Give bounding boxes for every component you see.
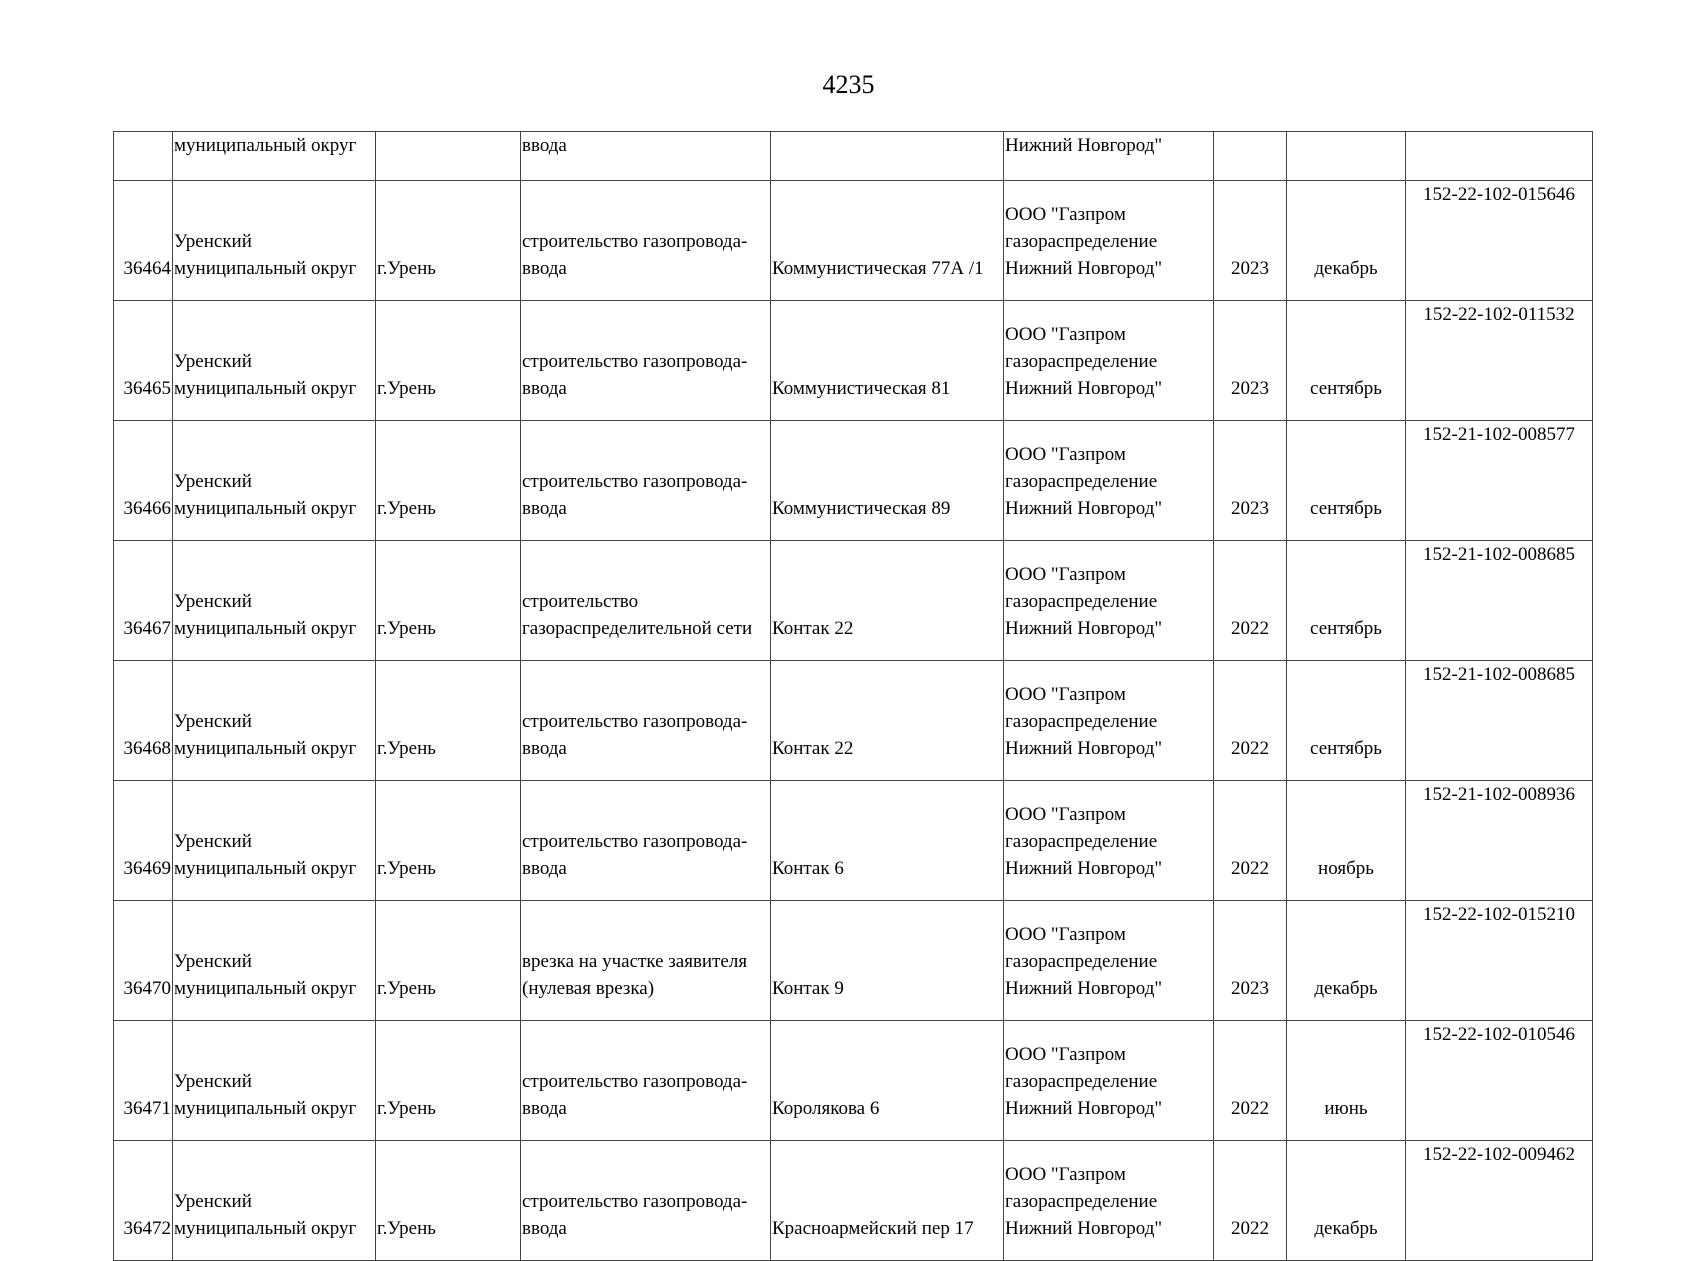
operator-line-1: ООО "Газпром bbox=[1005, 1044, 1126, 1065]
operator-line-2: газораспределение bbox=[1005, 831, 1158, 852]
work-line-1: строительство газопровода- bbox=[522, 351, 748, 372]
work-line-1: строительство газопровода- bbox=[522, 471, 748, 492]
operator-line-3: Нижний Новгород" bbox=[1005, 858, 1163, 879]
cell-month: декабрь bbox=[1287, 901, 1406, 1021]
work-line-1: строительство газопровода- bbox=[522, 1191, 748, 1212]
district-line-2: муниципальный округ bbox=[174, 378, 357, 399]
district-line-1: Уренский bbox=[174, 231, 252, 252]
operator-line-1: ООО "Газпром bbox=[1005, 204, 1126, 225]
cell-year: 2022 bbox=[1214, 661, 1287, 781]
operator-line-3: Нижний Новгород" bbox=[1005, 258, 1163, 279]
operator-line-1: ООО "Газпром bbox=[1005, 324, 1126, 345]
cell-operator bbox=[1004, 781, 1214, 901]
cell-address: Коммунистическая 89 bbox=[771, 421, 1004, 541]
cell-district bbox=[173, 301, 376, 421]
work-line-2: газораспределительной сети bbox=[522, 618, 753, 639]
cell-address: Коммунистическая 77А /1 bbox=[771, 181, 1004, 301]
cell-district bbox=[173, 1141, 376, 1261]
district-line-2: муниципальный округ bbox=[174, 738, 357, 759]
cell-city bbox=[376, 132, 521, 181]
work-line-1: строительство газопровода- bbox=[522, 231, 748, 252]
cell-district bbox=[173, 1021, 376, 1141]
operator-line-1: ООО "Газпром bbox=[1005, 1164, 1126, 1185]
district-line-1: Уренский bbox=[174, 471, 252, 492]
work-line-1: врезка на участке заявителя bbox=[522, 951, 748, 972]
work-line-2: ввода bbox=[522, 378, 567, 399]
cell-code: 152-22-102-011532 bbox=[1406, 301, 1593, 421]
cell-month: декабрь bbox=[1287, 181, 1406, 301]
cell-year bbox=[1214, 132, 1287, 181]
cell-district bbox=[173, 181, 376, 301]
cell-operator: Нижний Новгород" bbox=[1004, 132, 1214, 181]
operator-line-3: Нижний Новгород" bbox=[1005, 1218, 1163, 1239]
table-row bbox=[114, 181, 1593, 301]
cell-district bbox=[173, 901, 376, 1021]
table-row bbox=[114, 301, 1593, 421]
work-line-2: ввода bbox=[522, 738, 567, 759]
cell-year: 2022 bbox=[1214, 781, 1287, 901]
district-line-1: Уренский bbox=[174, 951, 252, 972]
operator-line-2: газораспределение bbox=[1005, 471, 1158, 492]
cell-year: 2023 bbox=[1214, 421, 1287, 541]
cell-work bbox=[521, 181, 771, 301]
cell-work bbox=[521, 301, 771, 421]
cell-num: 36472 bbox=[114, 1141, 173, 1261]
district-line-2: муниципальный округ bbox=[174, 1098, 357, 1119]
continuation-row bbox=[114, 132, 1593, 181]
operator-line-3: Нижний Новгород" bbox=[1005, 738, 1163, 759]
cell-code: 152-21-102-008936 bbox=[1406, 781, 1593, 901]
cell-num: 36464 bbox=[114, 181, 173, 301]
operator-line-1: ООО "Газпром bbox=[1005, 564, 1126, 585]
operator-line-3: Нижний Новгород" bbox=[1005, 978, 1163, 999]
cell-num: 36469 bbox=[114, 781, 173, 901]
operator-line-3: Нижний Новгород" bbox=[1005, 618, 1163, 639]
table-row bbox=[114, 541, 1593, 661]
district-line-1: Уренский bbox=[174, 711, 252, 732]
district-line-2: муниципальный округ bbox=[174, 618, 357, 639]
cell-code: 152-22-102-015646 bbox=[1406, 181, 1593, 301]
cell-code: 152-21-102-008685 bbox=[1406, 661, 1593, 781]
cell-city: г.Урень bbox=[376, 1141, 521, 1261]
cell-operator bbox=[1004, 181, 1214, 301]
operator-line-2: газораспределение bbox=[1005, 951, 1158, 972]
cell-district bbox=[173, 541, 376, 661]
table-row bbox=[114, 1141, 1593, 1261]
operator-line-2: газораспределение bbox=[1005, 711, 1158, 732]
operator-line-1: ООО "Газпром bbox=[1005, 924, 1126, 945]
cell-code: 152-22-102-009462 bbox=[1406, 1141, 1593, 1261]
district-line-1: Уренский bbox=[174, 591, 252, 612]
cell-address: Контак 9 bbox=[771, 901, 1004, 1021]
cell-operator bbox=[1004, 541, 1214, 661]
cell-city: г.Урень bbox=[376, 901, 521, 1021]
cell-city: г.Урень bbox=[376, 421, 521, 541]
cell-work bbox=[521, 1021, 771, 1141]
work-line-2: ввода bbox=[522, 858, 567, 879]
cell-city: г.Урень bbox=[376, 301, 521, 421]
district-line-2: муниципальный округ bbox=[174, 858, 357, 879]
table-row bbox=[114, 901, 1593, 1021]
table-row bbox=[114, 1021, 1593, 1141]
cell-work bbox=[521, 901, 771, 1021]
district-line-1: Уренский bbox=[174, 1191, 252, 1212]
operator-line-3: Нижний Новгород" bbox=[1005, 498, 1163, 519]
cell-address: Королякова 6 bbox=[771, 1021, 1004, 1141]
cell-num: 36468 bbox=[114, 661, 173, 781]
cell-code: 152-22-102-010546 bbox=[1406, 1021, 1593, 1141]
cell-city: г.Урень bbox=[376, 781, 521, 901]
cell-address: Красноармейский пер 17 bbox=[771, 1141, 1004, 1261]
cell-operator bbox=[1004, 301, 1214, 421]
work-line-2: ввода bbox=[522, 1218, 567, 1239]
cell-address bbox=[771, 132, 1004, 181]
cell-operator bbox=[1004, 421, 1214, 541]
cell-city: г.Урень bbox=[376, 181, 521, 301]
cell-month: декабрь bbox=[1287, 1141, 1406, 1261]
cell-address: Контак 22 bbox=[771, 661, 1004, 781]
cell-num bbox=[114, 132, 173, 181]
cell-district bbox=[173, 421, 376, 541]
district-line-1: Уренский bbox=[174, 351, 252, 372]
operator-line-2: газораспределение bbox=[1005, 231, 1158, 252]
cell-num: 36466 bbox=[114, 421, 173, 541]
cell-year: 2023 bbox=[1214, 181, 1287, 301]
cell-work: ввода bbox=[521, 132, 771, 181]
page-number: 4235 bbox=[822, 70, 875, 99]
district-line-2: муниципальный округ bbox=[174, 978, 357, 999]
cell-operator bbox=[1004, 661, 1214, 781]
cell-month: сентябрь bbox=[1287, 541, 1406, 661]
table-row bbox=[114, 781, 1593, 901]
operator-line-1: ООО "Газпром bbox=[1005, 444, 1126, 465]
table-row bbox=[114, 661, 1593, 781]
table-row bbox=[114, 421, 1593, 541]
cell-year: 2023 bbox=[1214, 301, 1287, 421]
cell-year: 2022 bbox=[1214, 1141, 1287, 1261]
cell-num: 36471 bbox=[114, 1021, 173, 1141]
work-line-2: ввода bbox=[522, 1098, 567, 1119]
cell-month: сентябрь bbox=[1287, 301, 1406, 421]
cell-address: Контак 22 bbox=[771, 541, 1004, 661]
cell-year: 2023 bbox=[1214, 901, 1287, 1021]
cell-district: муниципальный округ bbox=[173, 132, 376, 181]
district-line-2: муниципальный округ bbox=[174, 1218, 357, 1239]
cell-year: 2022 bbox=[1214, 541, 1287, 661]
work-line-1: строительство bbox=[522, 591, 639, 612]
cell-work bbox=[521, 1141, 771, 1261]
cell-operator bbox=[1004, 1021, 1214, 1141]
cell-month: сентябрь bbox=[1287, 421, 1406, 541]
cell-operator bbox=[1004, 1141, 1214, 1261]
cell-num: 36465 bbox=[114, 301, 173, 421]
operator-line-3: Нижний Новгород" bbox=[1005, 378, 1163, 399]
cell-code bbox=[1406, 132, 1593, 181]
operator-line-3: Нижний Новгород" bbox=[1005, 1098, 1163, 1119]
cell-work bbox=[521, 661, 771, 781]
work-line-1: строительство газопровода- bbox=[522, 831, 748, 852]
cell-city: г.Урень bbox=[376, 661, 521, 781]
cell-month: июнь bbox=[1287, 1021, 1406, 1141]
district-line-1: Уренский bbox=[174, 1071, 252, 1092]
operator-line-1: ООО "Газпром bbox=[1005, 804, 1126, 825]
cell-num: 36470 bbox=[114, 901, 173, 1021]
cell-month bbox=[1287, 132, 1406, 181]
cell-city: г.Урень bbox=[376, 541, 521, 661]
cell-month: сентябрь bbox=[1287, 661, 1406, 781]
operator-line-2: газораспределение bbox=[1005, 1071, 1158, 1092]
operator-line-2: газораспределение bbox=[1005, 1191, 1158, 1212]
cell-month: ноябрь bbox=[1287, 781, 1406, 901]
operator-line-2: газораспределение bbox=[1005, 591, 1158, 612]
work-line-2: ввода bbox=[522, 258, 567, 279]
cell-num: 36467 bbox=[114, 541, 173, 661]
table-body bbox=[114, 132, 1593, 1261]
cell-district bbox=[173, 661, 376, 781]
cell-operator bbox=[1004, 901, 1214, 1021]
operator-line-2: газораспределение bbox=[1005, 351, 1158, 372]
cell-work bbox=[521, 781, 771, 901]
cell-code: 152-21-102-008577 bbox=[1406, 421, 1593, 541]
cell-address: Контак 6 bbox=[771, 781, 1004, 901]
cell-code: 152-22-102-015210 bbox=[1406, 901, 1593, 1021]
gasification-registry-table bbox=[113, 131, 1593, 1261]
work-line-1: строительство газопровода- bbox=[522, 1071, 748, 1092]
cell-year: 2022 bbox=[1214, 1021, 1287, 1141]
district-line-1: Уренский bbox=[174, 831, 252, 852]
operator-line-1: ООО "Газпром bbox=[1005, 684, 1126, 705]
work-line-1: строительство газопровода- bbox=[522, 711, 748, 732]
cell-work bbox=[521, 541, 771, 661]
district-line-2: муниципальный округ bbox=[174, 258, 357, 279]
work-line-2: ввода bbox=[522, 498, 567, 519]
cell-code: 152-21-102-008685 bbox=[1406, 541, 1593, 661]
cell-address: Коммунистическая 81 bbox=[771, 301, 1004, 421]
cell-city: г.Урень bbox=[376, 1021, 521, 1141]
cell-work bbox=[521, 421, 771, 541]
cell-district bbox=[173, 781, 376, 901]
district-line-2: муниципальный округ bbox=[174, 498, 357, 519]
work-line-2: (нулевая врезка) bbox=[522, 978, 655, 999]
